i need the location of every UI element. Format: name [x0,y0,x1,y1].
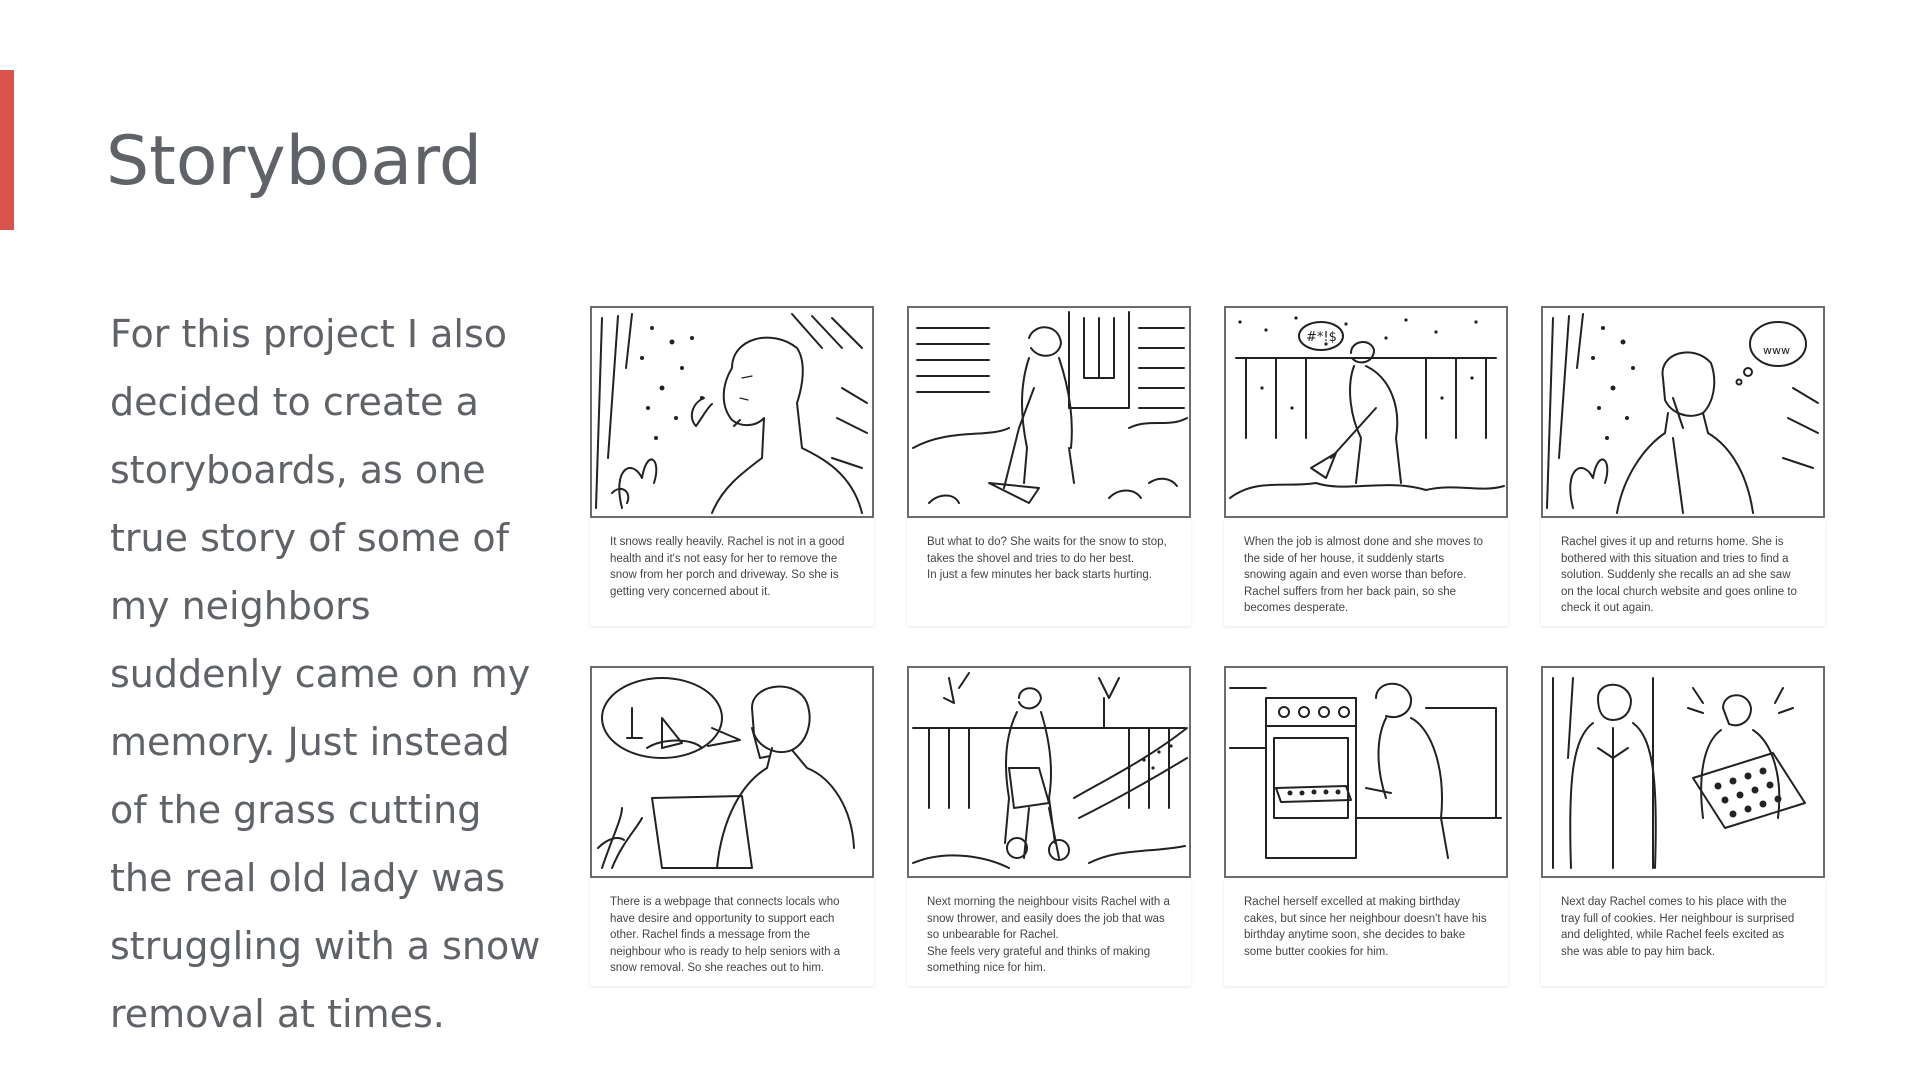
scene-illustration-5 [590,666,874,878]
bubble-text: www [1763,344,1790,357]
frame-caption-8: Next day Rachel comes to his place with the tray full of cookies. Her neighbour is surprised and delighted, while Rachel feels excited as she was able to pay him back. [1541,880,1825,986]
storyboard-frame-4 [1541,306,1825,626]
storyboard-grid [590,306,1825,986]
frame-caption-5: There is a webpage that connects locals who have desire and opportunity to support each other. Rachel finds a message from the neighbour who is ready to help seniors with a snow removal. So she reaches out to him. [590,880,874,986]
scene-illustration-7 [1224,666,1508,878]
frame-caption-7: Rachel herself excelled at making birthday cakes, but since her neighbour doesn't have his birthday anytime soon, she decides to bake some butter cookies for him. [1224,880,1508,986]
storyboard-frame-7 [1224,666,1508,986]
scene-illustration-3 [1224,306,1508,518]
scene-illustration-4 [1541,306,1825,518]
scene-illustration-2 [907,306,1191,518]
intro-text: For this project I also decided to create a storyboards, as one true story of some of my neighbors suddenly came on my memory. Just instead of the grass cutting the real old lady was struggling with a snow removal at times. [110,312,541,1036]
scene-illustration-1 [590,306,874,518]
accent-bar [0,70,14,230]
frame-caption-3: When the job is almost done and she moves to the side of her house, it suddenly starts snowing again and even worse than before. Rachel suffers from her back pain, so she becomes desperate. [1224,520,1508,626]
storyboard-frame-5 [590,666,874,986]
storyboard-frame-6 [907,666,1191,986]
frame-caption-6: Next morning the neighbour visits Rachel with a snow thrower, and easily does the job that was so unbearable for Rachel. She feels very grateful and thinks of making something nice for him. [907,880,1191,986]
storyboard-frame-1 [590,306,874,626]
frame-caption-2: But what to do? She waits for the snow to stop, takes the shovel and tries to do her best. In just a few minutes her back starts hurting. [907,520,1191,626]
frame-caption-4: Rachel gives it up and returns home. She is bothered with this situation and tries to find a solution. Suddenly she recalls an ad she saw on the local church website and goes online to check it out again. [1541,520,1825,626]
storyboard-frame-2 [907,306,1191,626]
frame-caption-1: It snows really heavily. Rachel is not in a good health and it's not easy for her to remove the snow from her porch and driveway. So she is getting very concerned about it. [590,520,874,626]
storyboard-frame-8 [1541,666,1825,986]
scene-illustration-6 [907,666,1191,878]
scene-illustration-8 [1541,666,1825,878]
bubble-text: #*!$ [1306,330,1337,345]
storyboard-frame-3 [1224,306,1508,626]
page-title: Storyboard [106,122,482,201]
